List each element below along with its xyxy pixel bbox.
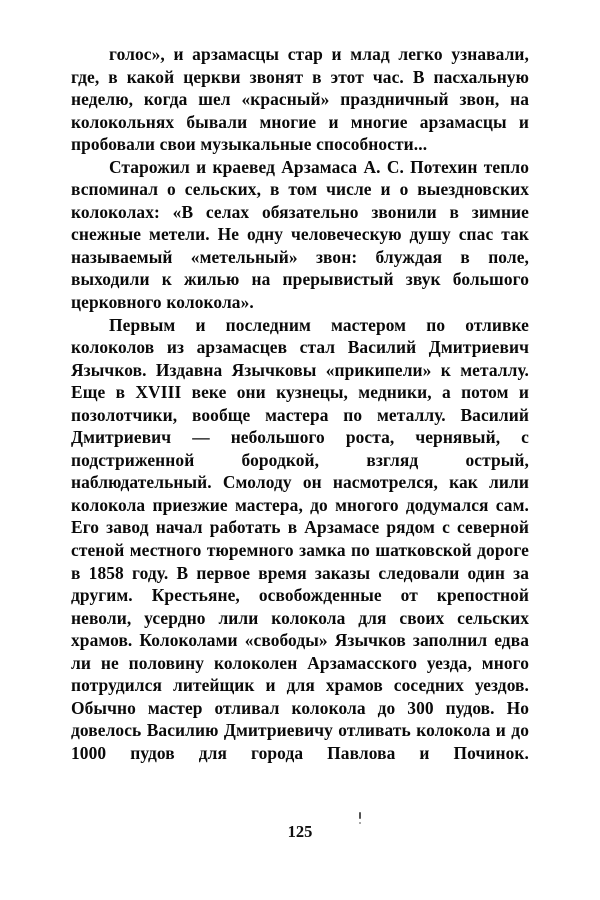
body-text-block [71,43,529,765]
paragraph-3: Первым и последним мастером по отливке колоколов из арзамасцев стал Василий Дмитриевич Язычков. Издавна Язычковы «прикипели» к металлу. Еще в XVIII веке они кузнецы, медники, а потом и позолотчики, вообще мастера по металлу. Василий Дмитриевич — небольшого роста, чернявый, с подстриженной бородкой, взгляд острый, наблюдательный. Смолоду он насмотрелся, как лили колокола приезжие мастера, до многого додумался сам. Его завод начал работать в Арзамасе рядом с северной стеной местного тюремного замка по шатковской дороге в 1858 году. В первое время заказы следовали один за другим. Крестьяне, освобожденные от крепостной неволи, усердно лили колокола для своих сельских храмов. Колоколами «свободы» Язычков заполнил едва ли не половину колоколен Арзамасского уезда, много потрудился литейщик и для храмов соседних уездов. Обычно мастер отливал колокола до 300 пудов. Но довелось Василию Дмитриевичу отливать колокола и до 1000 пудов для города Павлова и Починок. [71,314,529,763]
paragraph-2: Старожил и краевед Арзамаса А. С. Потехин тепло вспоминал о сельских, в том числе и о выездновских колоколах: «В селах обязательно звонили в зимние снежные метели. Не одну человеческую душу спас так называемый «метельный» звон: блуждая в поле, выходили к жилью на прерывистый звук большого церковного колокола». [71,156,529,313]
paragraph-1: голос», и арзамасцы стар и млад легко узнавали, где, в какой церкви звонят в этот час. В пасхальную неделю, когда шел «красный» праздничный звон, на колокольнях бывали многие и многие арзамасцы и пробовали свои музыкальные способности... [71,44,529,155]
scan-artifact-speck [359,812,361,819]
page-number: 125 [287,822,313,841]
